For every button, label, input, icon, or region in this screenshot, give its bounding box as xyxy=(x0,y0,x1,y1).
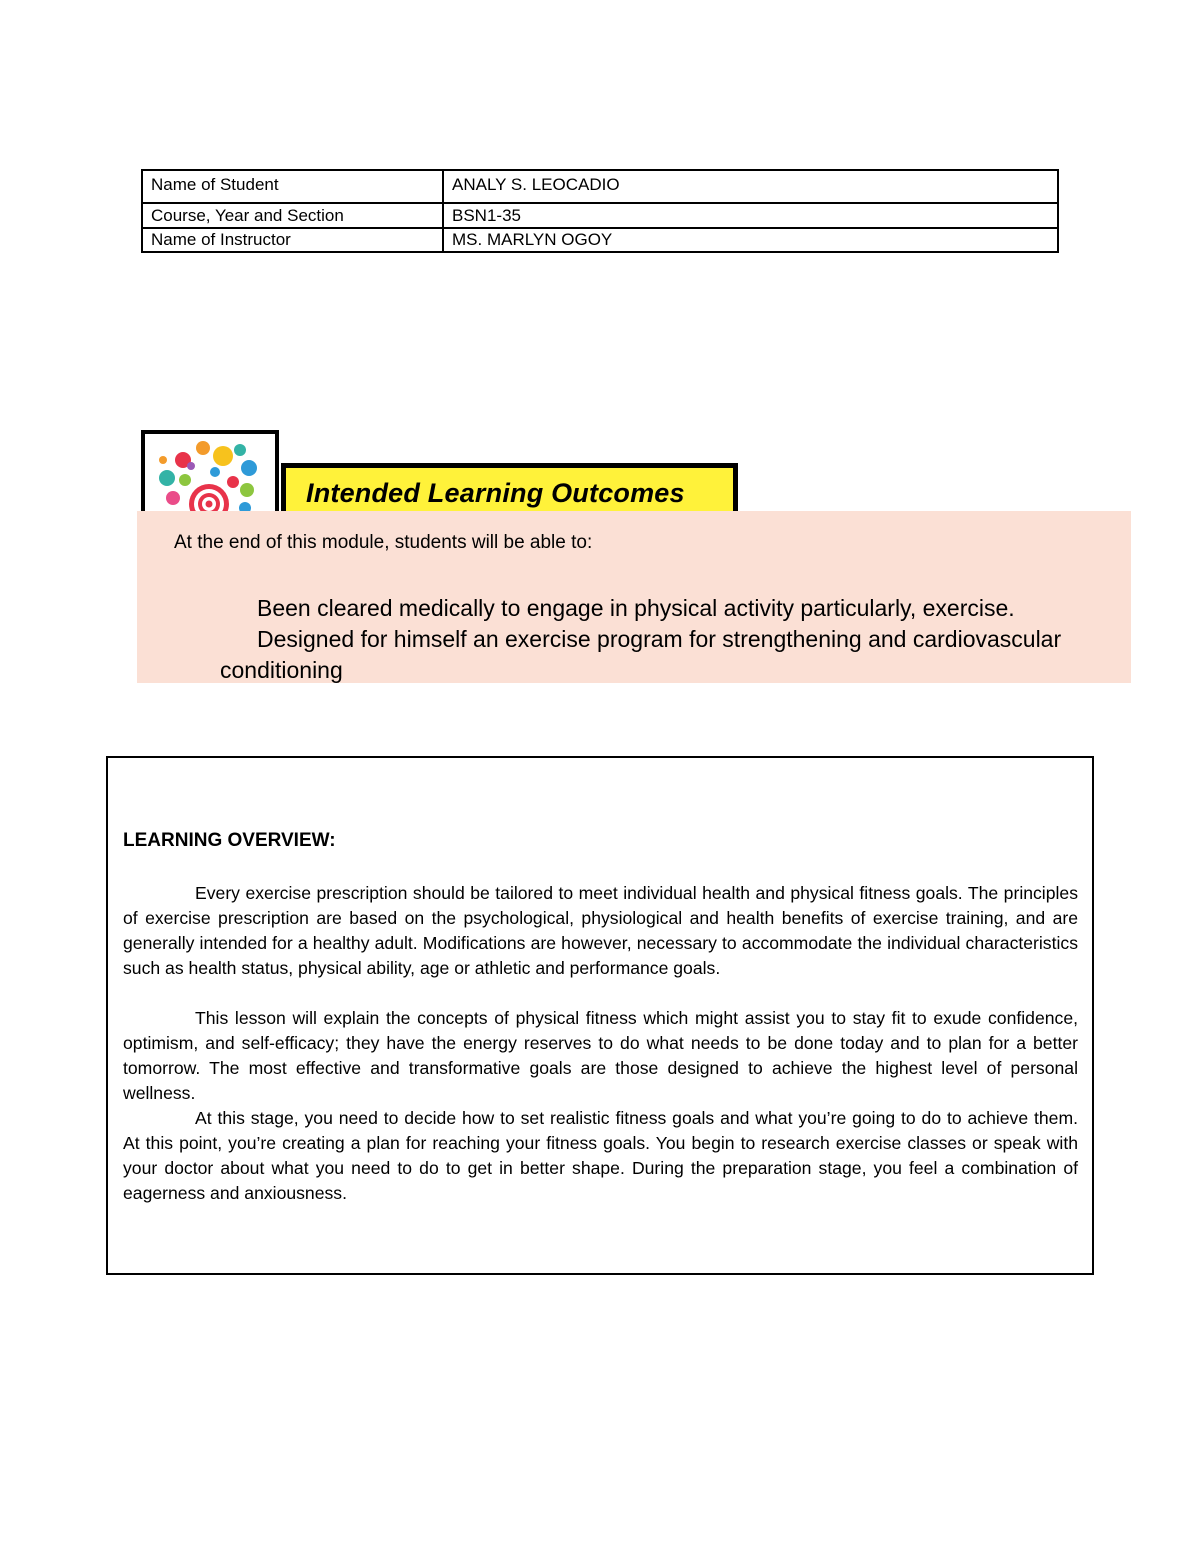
overview-paragraph-3: At this stage, you need to decide how to set realistic fitness goals and what you’re going to do to achieve them. At this point, you’re creating a plan for reaching your fitness goals. You begin to research exercise classes or speak with your doctor about what you need to do to get in better shape. During the preparation stage, you feel a combination of eagerness and anxiousness. xyxy=(123,1108,1078,1203)
ilo-outcome-2: Designed for himself an exercise program for strengthening and cardiovascular xyxy=(257,626,1062,652)
overview-paragraph-2: This lesson will explain the concepts of physical fitness which might assist you to stay fit to exude confidence, optimism, and self-efficacy; they have the energy reserves to do what needs to be done today and to plan for a better tomorrow. The most effective and transformative goals are those designed to achieve the highest level of personal wellness. xyxy=(123,1008,1078,1103)
ilo-outcome-2-continued: conditioning xyxy=(220,657,343,683)
course-section-value: BSN1-35 xyxy=(443,203,1058,228)
student-info-table xyxy=(141,169,1059,253)
table-row xyxy=(142,228,1058,252)
ilo-title: Intended Learning Outcomes xyxy=(306,478,685,508)
instructor-value: MS. MARLYN OGOY xyxy=(443,228,1058,252)
table-row xyxy=(142,170,1058,203)
student-name-label: Name of Student xyxy=(142,170,443,203)
table-row xyxy=(142,203,1058,228)
ilo-content-panel xyxy=(137,511,1131,683)
ilo-icon-frame xyxy=(141,430,279,520)
overview-paragraph-1: Every exercise prescription should be tailored to meet individual health and physical fitness goals. The principles of exercise prescription are based on the psychological, physiological and health benefits of exercise training, and are generally intended for a healthy adult. Modifications are however, necessary to accommodate the individual characteristics such as health status, physical ability, age or athletic and performance goals. xyxy=(123,883,1078,978)
course-section-label: Course, Year and Section xyxy=(142,203,443,228)
ilo-outcome-1: Been cleared medically to engage in physical activity particularly, exercise. xyxy=(257,595,1015,621)
overview-title: LEARNING OVERVIEW: xyxy=(123,830,336,851)
ilo-intro-text: At the end of this module, students will be able to: xyxy=(174,532,593,553)
student-name-value: ANALY S. LEOCADIO xyxy=(443,170,1058,203)
target-bubbles-icon xyxy=(145,434,275,520)
instructor-label: Name of Instructor xyxy=(142,228,443,252)
learning-overview-box xyxy=(106,756,1094,1275)
